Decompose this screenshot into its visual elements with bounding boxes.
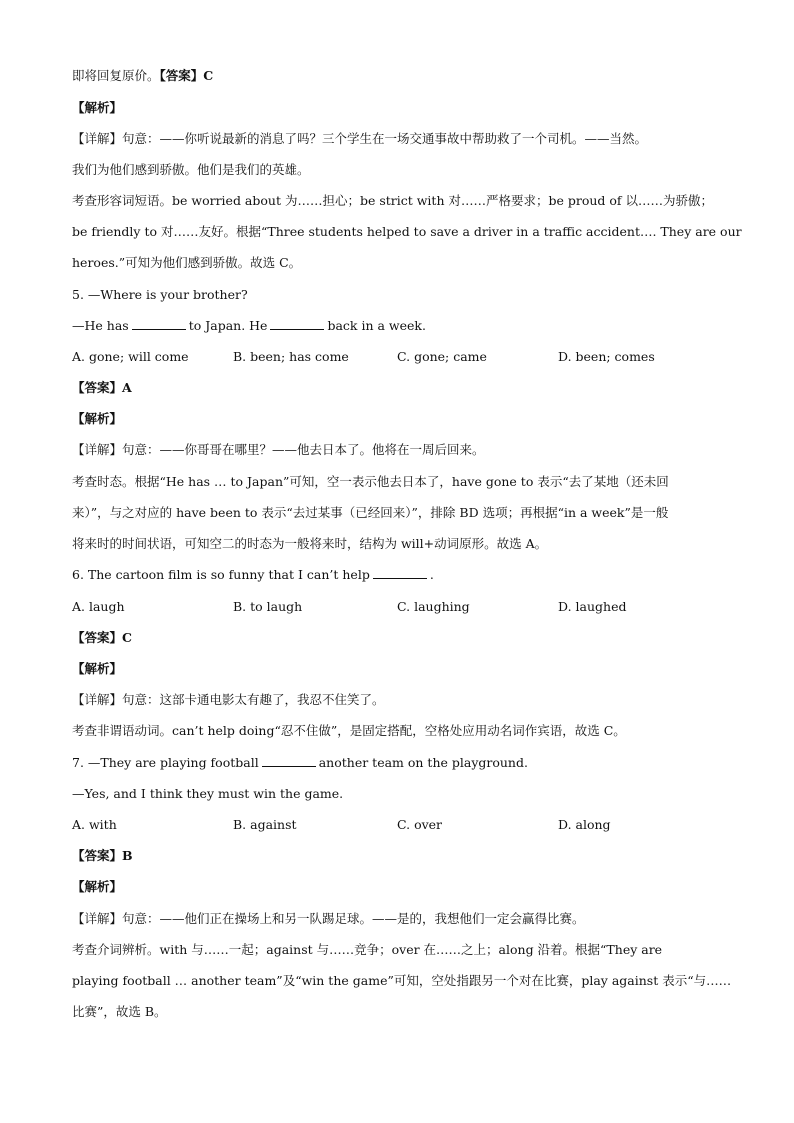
text-span: —He has xyxy=(72,318,129,333)
text-line: 比赛”，故选 B。 xyxy=(72,1004,167,1019)
option-c: C. gone; came xyxy=(397,349,487,364)
text-line: 【详解】句意：——你哥哥在哪里？——他去日本了。他将在一周后回来。 xyxy=(72,442,485,457)
text-line: 考查介词辨析。with 与……一起；against 与……竞争；over 在……之上；along 沿着。根据“They are xyxy=(72,942,663,957)
answer-label: 【答案】A xyxy=(72,380,132,395)
option-a: A. gone; will come xyxy=(72,349,189,364)
option-b: B. to laugh xyxy=(233,599,303,614)
option-b: B. against xyxy=(233,817,297,832)
text-line: —Yes, and I think they must win the game. xyxy=(72,786,344,801)
option-a: A. laugh xyxy=(72,599,125,614)
analysis-label: 【解析】 xyxy=(72,879,123,894)
text-line: 【详解】句意：——你听说最新的消息了吗？三个学生在一场交通事故中帮助救了一个司机。——当然。 xyxy=(72,131,648,146)
text-line: 来）”，与之对应的 have been to 表示“去过某事（已经回来）”，排除 BD 选项；再根据“in a week”是一般 xyxy=(72,505,669,520)
text-span: . xyxy=(429,567,434,582)
question-7 xyxy=(72,754,722,772)
text-span: another team on the playground. xyxy=(318,755,528,770)
analysis-label: 【解析】 xyxy=(72,411,123,426)
question-5: 5. —Where is your brother? xyxy=(72,287,248,302)
option-d: D. been; comes xyxy=(558,349,655,364)
text-line: 考查形容词短语。be worried about 为……担心；be strict with 对……严格要求；be proud of 以……为骄傲； xyxy=(72,193,713,208)
text-line: 【详解】句意：这部卡通电影太有趣了，我忍不住笑了。 xyxy=(72,692,385,707)
analysis-label: 【解析】 xyxy=(72,661,123,676)
text-line: 将来时的时间状语，可知空二的时态为一般将来时，结构为 will+动词原形。故选 A。 xyxy=(72,536,548,551)
answer-label: 【答案】C xyxy=(159,68,214,83)
text-span: back in a week. xyxy=(327,318,426,333)
answer-blank xyxy=(270,317,324,330)
text-span: to Japan. He xyxy=(188,318,268,333)
text-span: 6. The cartoon film is so funny that I can’t help xyxy=(72,567,370,582)
analysis-label: 【解析】 xyxy=(72,100,123,115)
option-d: D. along xyxy=(558,817,611,832)
answer-blank xyxy=(262,754,316,767)
text-line: playing football … another team”及“win the game”可知，空处指跟另一个对在比赛，play against 表示“与…… xyxy=(72,973,732,988)
option-a: A. with xyxy=(72,817,117,832)
text-line xyxy=(72,67,722,85)
text-line: 【详解】句意：——他们正在操场上和另一队踢足球。——是的，我想他们一定会赢得比赛。 xyxy=(72,911,585,926)
text-line: heroes.”可知为他们感到骄傲。故选 C。 xyxy=(72,255,302,270)
answer-label: 【答案】C xyxy=(72,630,132,645)
text-line: be friendly to 对……友好。根据“Three students helped to save a driver in a traffic accident…. They are our xyxy=(72,224,742,239)
answer-label: 【答案】B xyxy=(72,848,133,863)
question-5-line2 xyxy=(72,317,722,335)
text-line: 考查非谓语动词。can’t help doing“忍不住做”，是固定搭配，空格处应用动名词作宾语，故选 C。 xyxy=(72,723,626,738)
text-line: 我们为他们感到骄傲。他们是我们的英雄。 xyxy=(72,162,310,177)
option-b: B. been; has come xyxy=(233,349,349,364)
answer-blank xyxy=(373,566,427,579)
option-c: C. over xyxy=(397,817,443,832)
question-6 xyxy=(72,566,722,584)
text-span: 即将回复原价。 xyxy=(72,68,160,83)
option-d: D. laughed xyxy=(558,599,627,614)
option-c: C. laughing xyxy=(397,599,470,614)
text-line: 考查时态。根据“He has … to Japan”可知，空一表示他去日本了，have gone to 表示“去了某地（还未回 xyxy=(72,474,669,489)
text-span: 7. —They are playing football xyxy=(72,755,259,770)
answer-blank xyxy=(132,317,186,330)
